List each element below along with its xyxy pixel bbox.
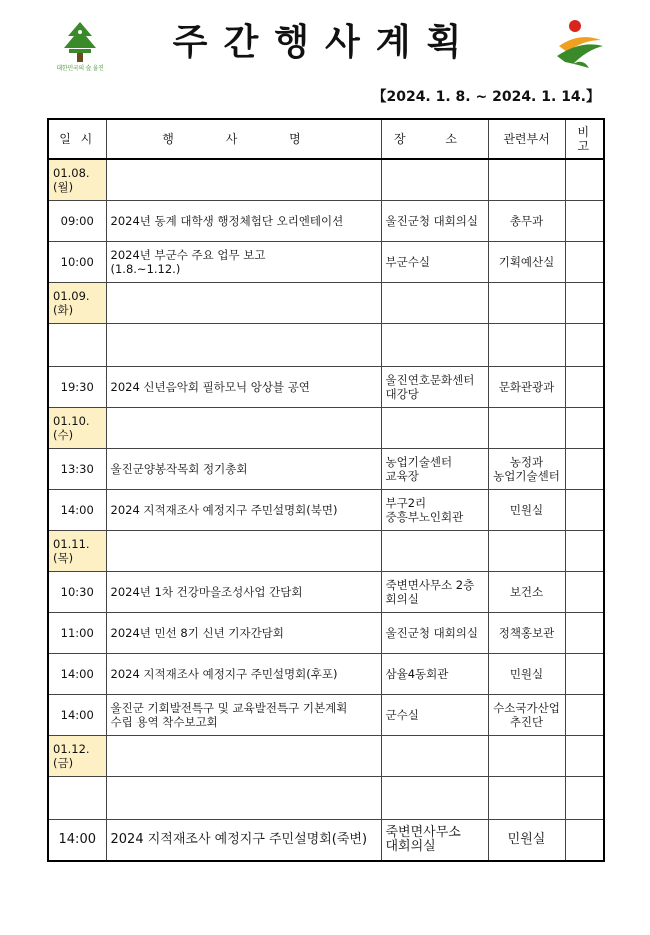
event-department: 민원실 [488,654,565,695]
schedule-body [48,159,604,861]
weekly-schedule-table [47,118,605,862]
event-note [565,654,604,695]
uljin-county-emblem [553,18,605,73]
empty-cell [48,777,106,820]
table-row [48,572,604,613]
column-header-place: 장 소 [381,119,488,159]
empty-cell [488,283,565,324]
date-row [48,283,604,324]
event-time: 09:00 [48,201,106,242]
event-note [565,242,604,283]
blank-row [48,777,604,820]
empty-cell [488,736,565,777]
table-row [48,695,604,736]
empty-cell [381,408,488,449]
event-place: 부군수실 [381,242,488,283]
event-place: 부구2리 중흥부노인회관 [381,490,488,531]
blank-row [48,324,604,367]
date-cell: 01.12.(금) [48,736,106,777]
event-name: 2024년 동계 대학생 행정체험단 오리엔테이션 [106,201,381,242]
event-place: 군수실 [381,695,488,736]
event-place: 죽변면사무소 2층 회의실 [381,572,488,613]
empty-cell [106,777,381,820]
empty-cell [488,408,565,449]
event-name: 2024 지적재조사 예정지구 주민설명회(북면) [106,490,381,531]
uljin-forest-logo [50,20,110,78]
date-row [48,531,604,572]
column-header-event: 행 사 명 [106,119,381,159]
empty-cell [488,777,565,820]
empty-cell [488,159,565,201]
column-header-department: 관련부서 [488,119,565,159]
table-row [48,820,604,862]
table-row [48,367,604,408]
event-department: 문화관광과 [488,367,565,408]
empty-cell [381,159,488,201]
empty-cell [106,408,381,449]
event-time: 11:00 [48,613,106,654]
date-row [48,159,604,201]
event-department: 수소국가산업 추진단 [488,695,565,736]
event-time: 10:00 [48,242,106,283]
event-department: 기획예산실 [488,242,565,283]
event-department: 총무과 [488,201,565,242]
event-time: 13:30 [48,449,106,490]
event-place: 울진군청 대회의실 [381,613,488,654]
empty-cell [381,324,488,367]
event-name: 2024년 1차 건강마을조성사업 간담회 [106,572,381,613]
event-time: 14:00 [48,820,106,862]
event-department: 농정과 농업기술센터 [488,449,565,490]
empty-cell [48,324,106,367]
logo-tagline: 대한민국의 숲 울진 [56,65,104,72]
event-department: 보건소 [488,572,565,613]
event-name: 2024 지적재조사 예정지구 주민설명회(죽변) [106,820,381,862]
empty-cell [381,531,488,572]
event-place: 삼율4동회관 [381,654,488,695]
table-row [48,242,604,283]
event-note [565,820,604,862]
event-note [565,367,604,408]
empty-cell [381,736,488,777]
date-cell: 01.10.(수) [48,408,106,449]
event-department: 민원실 [488,490,565,531]
empty-cell [488,531,565,572]
event-department: 민원실 [488,820,565,862]
empty-cell [106,736,381,777]
date-cell: 01.09.(화) [48,283,106,324]
empty-cell [381,283,488,324]
empty-cell [106,159,381,201]
event-name: 2024 지적재조사 예정지구 주민설명회(후포) [106,654,381,695]
empty-cell [565,408,604,449]
event-note [565,695,604,736]
event-place: 울진연호문화센터 대강당 [381,367,488,408]
event-name: 2024년 민선 8기 신년 기자간담회 [106,613,381,654]
event-note [565,490,604,531]
event-time: 10:30 [48,572,106,613]
event-place: 죽변면사무소 대회의실 [381,820,488,862]
schedule-period: 【2024. 1. 8. ~ 2024. 1. 14.】 [372,89,600,105]
table-row [48,613,604,654]
event-time: 14:00 [48,490,106,531]
empty-cell [381,777,488,820]
event-time: 14:00 [48,695,106,736]
event-time: 14:00 [48,654,106,695]
tree-icon [50,20,110,64]
empty-cell [106,324,381,367]
column-header-note: 비 고 [565,119,604,159]
empty-cell [488,324,565,367]
event-place: 농업기술센터 교육장 [381,449,488,490]
empty-cell [565,324,604,367]
empty-cell [106,283,381,324]
column-header-datetime: 일 시 [48,119,106,159]
event-note [565,572,604,613]
empty-cell [565,531,604,572]
event-note [565,201,604,242]
empty-cell [565,736,604,777]
empty-cell [565,283,604,324]
table-row [48,449,604,490]
date-cell: 01.08.(월) [48,159,106,201]
date-cell: 01.11.(목) [48,531,106,572]
page-title: 주간행사계획 [172,22,478,63]
emblem-icon [553,18,605,73]
event-department: 정책홍보관 [488,613,565,654]
event-name: 2024년 부군수 주요 업무 보고 (1.8.~1.12.) [106,242,381,283]
table-row [48,654,604,695]
event-place: 울진군청 대회의실 [381,201,488,242]
event-name: 2024 신년음악회 필하모닉 앙상블 공연 [106,367,381,408]
event-name: 울진군 기회발전특구 및 교육발전특구 기본계획 수립 용역 착수보고회 [106,695,381,736]
event-note [565,449,604,490]
empty-cell [106,531,381,572]
date-row [48,736,604,777]
table-row [48,490,604,531]
event-time: 19:30 [48,367,106,408]
date-row [48,408,604,449]
empty-cell [565,777,604,820]
table-row [48,201,604,242]
event-name: 울진군양봉작목회 정기총회 [106,449,381,490]
event-note [565,613,604,654]
table-header-row [48,119,604,159]
empty-cell [565,159,604,201]
